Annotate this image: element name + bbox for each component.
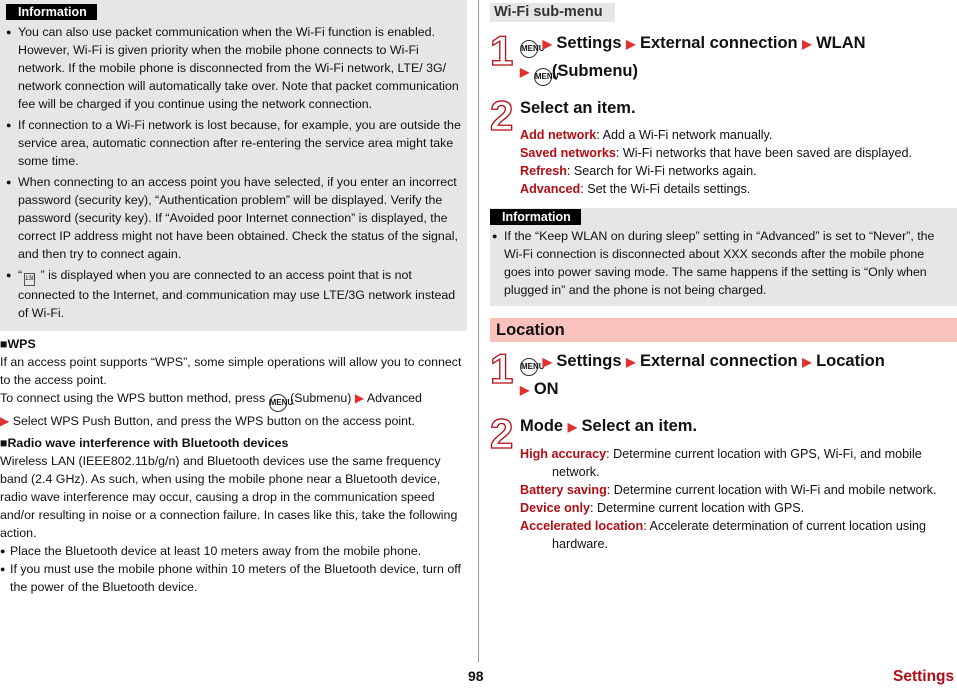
wifi-submenu-title: Wi-Fi sub-menu — [490, 3, 615, 22]
information-tag: Information — [490, 209, 581, 225]
option-item: Advanced: Set the Wi-Fi details settings. — [520, 182, 751, 196]
arrow-right-icon: ▶ — [567, 420, 577, 434]
wps-text-pre: To connect using the WPS button method, press — [0, 391, 266, 405]
info-bullet: ● When connecting to an access point you have selected, if you enter an incorrect password (security key), “Authentication problem” will be displayed. Verify the password (security key). If “Avoided poor Internet connection” is displayed, the correct IP address might not have been obtained. Check the status of the signal, and then try to connect again. — [6, 173, 461, 263]
information-box — [0, 0, 467, 331]
menu-key-icon: MENU — [534, 68, 552, 86]
wps-title: ■WPS — [0, 337, 36, 351]
information-tag: Information — [6, 4, 97, 20]
location-title: Location — [490, 318, 957, 342]
step-1-instructions — [520, 30, 957, 86]
bluetooth-paragraph: Wireless LAN (IEEE802.11b/g/n) and Bluetooth devices use the same frequency band (2.4 GHz). As such, when using the mobile phone near a Bluetooth device, radio wave interference may occur, causing a drop in the communication speed and/or resulting in noise or a connection failure. In cases like this, take the following action. — [0, 454, 458, 540]
arrow-right-icon: ▶ — [542, 355, 552, 369]
wifi-information-box — [490, 208, 957, 306]
bluetooth-title: ■Radio wave interference with Bluetooth devices — [0, 436, 289, 450]
right-column — [490, 0, 957, 553]
arrow-right-icon: ▶ — [354, 391, 365, 405]
arrow-right-icon: ▶ — [626, 355, 636, 369]
wifi-options — [520, 126, 957, 198]
option-item: Accelerated location: Accelerate determination of current location using hardware. — [520, 519, 927, 551]
step-location: Location — [816, 352, 885, 370]
option-item: Add network: Add a Wi-Fi network manually. — [520, 128, 773, 142]
wifi-information-list — [490, 227, 951, 299]
no-internet-icon: 130 — [24, 273, 35, 286]
menu-key-icon: MENU — [520, 358, 538, 376]
menu-key-icon: MENU — [269, 394, 287, 412]
arrow-right-icon: ▶ — [0, 414, 10, 428]
page-number: 98 — [468, 668, 484, 684]
step-settings: Settings — [556, 352, 622, 370]
location-step-1 — [490, 345, 957, 404]
bluetooth-list — [0, 542, 467, 596]
option-item: Saved networks: Wi-Fi networks that have been saved are displayed. — [520, 146, 913, 160]
step-select-item: Select an item. — [581, 417, 698, 435]
info-bullet: ● You can also use packet communication when the Wi-Fi function is enabled. However, Wi-Fi is given priority when the mobile phone connects to Wi-Fi network. If the mobile phone is disconnected from the Wi-Fi network, LTE/ 3G/ network connection will automatically take over. Note that packet communication fee will be charged if you continue using the network connection. — [6, 23, 461, 113]
step-number: 1 — [490, 27, 514, 74]
arrow-right-icon: ▶ — [520, 383, 530, 397]
location-step-2-instructions — [520, 413, 957, 441]
step-number: 2 — [490, 92, 514, 139]
option-item: High accuracy: Determine current location with GPS, Wi-Fi, and mobile network. — [520, 447, 922, 479]
info-last-text: ” is displayed when you are connected to an access point that is not connected to the Internet, and communication may use LTE/3G network instead of Wi-Fi. — [18, 268, 456, 320]
location-step-2 — [490, 410, 957, 553]
step-external-connection: External connection — [639, 352, 798, 370]
wps-select-text: Select WPS Push Button, and press the WPS button on the access point. — [12, 414, 415, 428]
step-submenu: (Submenu) — [551, 62, 638, 80]
bluetooth-bullet: ● If you must use the mobile phone within 10 meters of the Bluetooth device, turn off the power of the Bluetooth device. — [0, 560, 467, 596]
option-item: Battery saving: Determine current location with Wi-Fi and mobile network. — [520, 483, 937, 497]
bluetooth-bullet: ● Place the Bluetooth device at least 10 meters away from the mobile phone. — [0, 542, 467, 560]
wps-advanced-text: Advanced — [366, 391, 422, 405]
step-number: 1 — [490, 345, 514, 392]
step-external-connection: External connection — [639, 34, 798, 52]
info-bullet — [6, 266, 461, 322]
location-step-1-instructions — [520, 348, 957, 404]
wifi-step-2 — [490, 92, 957, 198]
menu-key-icon: MENU — [520, 40, 538, 58]
left-column — [0, 0, 467, 596]
option-item: Device only: Determine current location with GPS. — [520, 501, 805, 515]
location-options — [520, 445, 957, 553]
wps-paragraph-2 — [0, 389, 467, 430]
step-mode: Mode — [520, 417, 564, 435]
wifi-step-1 — [490, 27, 957, 86]
arrow-right-icon: ▶ — [542, 37, 552, 51]
arrow-right-icon: ▶ — [520, 65, 530, 79]
step-number: 2 — [490, 410, 514, 457]
wps-submenu-text: (Submenu) — [290, 391, 352, 405]
step-wlan: WLAN — [816, 34, 866, 52]
step-2-instructions: Select an item. — [520, 99, 636, 117]
info-bullet: ● If the “Keep WLAN on during sleep” setting in “Advanced” is set to “Never”, the Wi-Fi connection is disconnected about XXX seconds after the mobile phone goes into power saving mode. The same happens if the setting is “Only when plugged in” and the phone is not being charged. — [492, 227, 951, 299]
option-item: Refresh: Search for Wi-Fi networks again. — [520, 164, 757, 178]
step-on: ON — [533, 380, 559, 398]
quote-open: “ — [18, 268, 23, 282]
wps-paragraph-1: If an access point supports “WPS”, some simple operations will allow you to connect to the access point. — [0, 355, 462, 387]
arrow-right-icon: ▶ — [802, 37, 812, 51]
section-name: Settings — [893, 668, 955, 685]
arrow-right-icon: ▶ — [802, 355, 812, 369]
step-settings: Settings — [556, 34, 622, 52]
info-bullet: ● If connection to a Wi-Fi network is lost because, for example, you are outside the service area, automatic connection after re-entering the service area might take some time. — [6, 116, 461, 170]
information-list — [6, 23, 461, 322]
arrow-right-icon: ▶ — [626, 37, 636, 51]
column-divider — [478, 0, 479, 662]
